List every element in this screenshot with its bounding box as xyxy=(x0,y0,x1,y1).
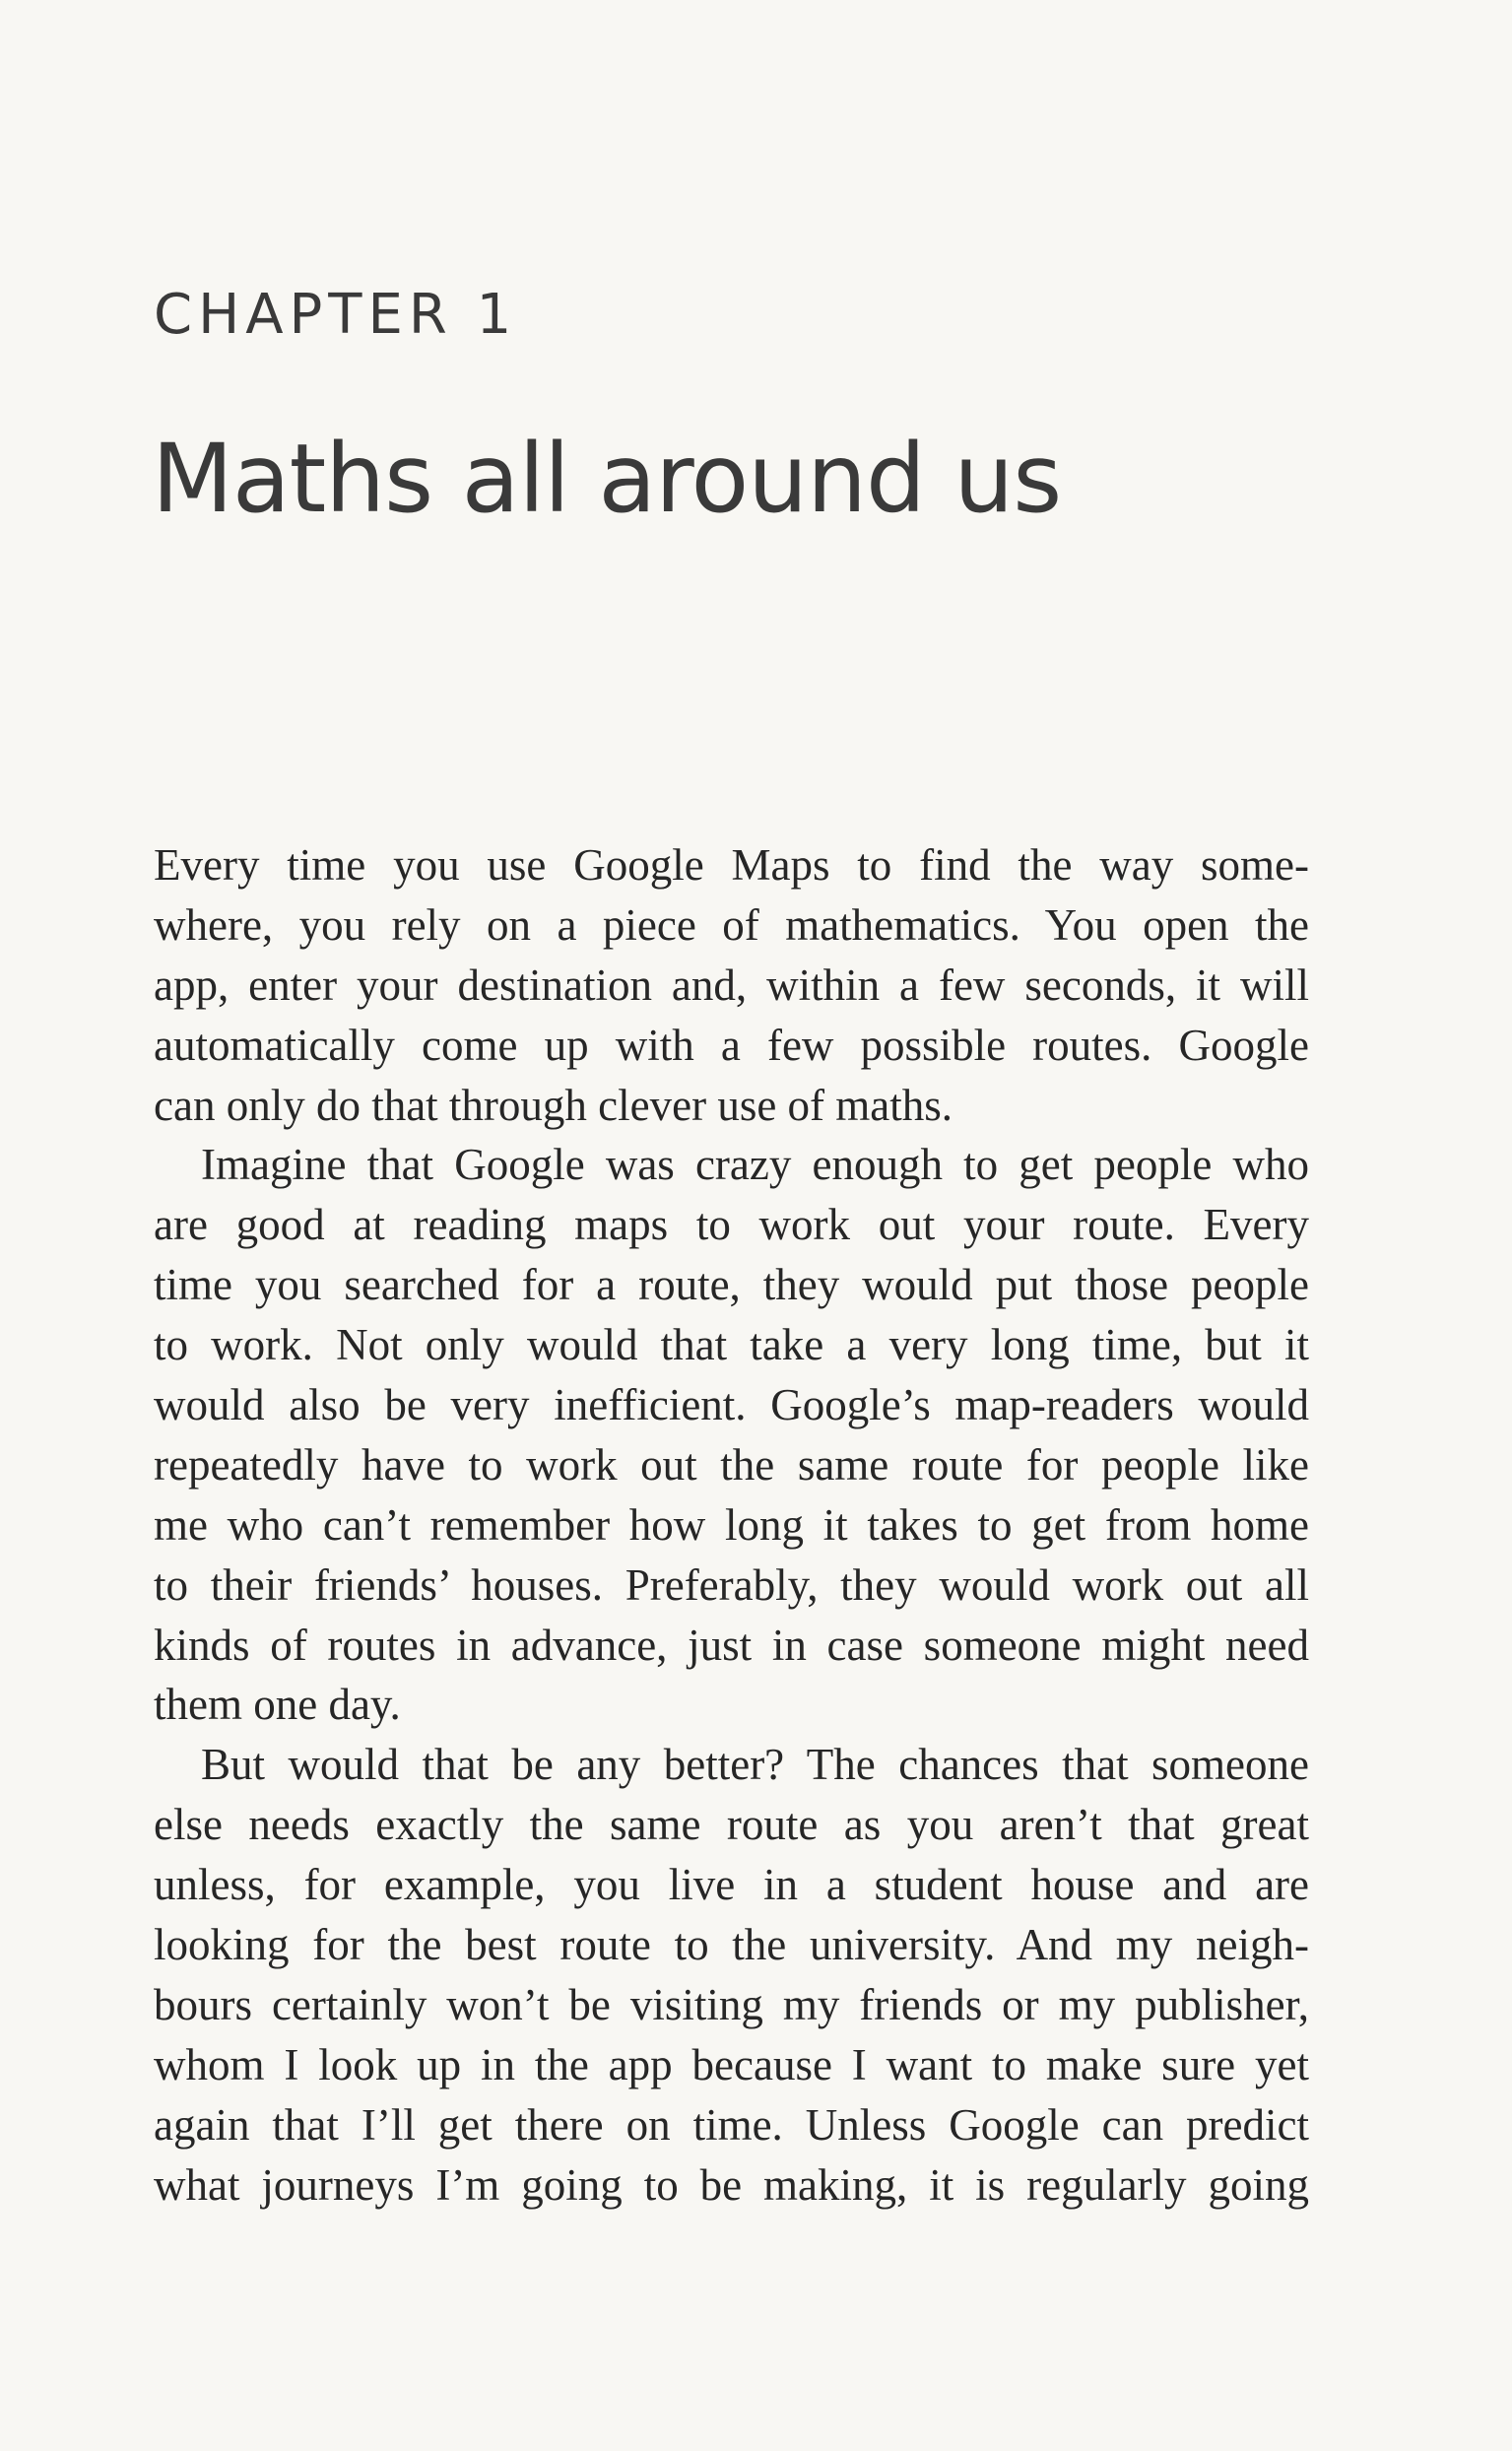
chapter-title: Maths all around us xyxy=(152,424,1062,534)
text-line: whom I look up in the app because I want to make sure yet xyxy=(154,2039,1309,2089)
text-line: would also be very inefficient. Google’s map-readers would xyxy=(154,1380,1309,1430)
text-line: app, enter your destination and, within a few seconds, it will xyxy=(154,960,1309,1010)
text-line: bours certainly won’t be visiting my friends or my publisher, xyxy=(154,1979,1309,2029)
text-line: can only do that through clever use of maths. xyxy=(154,1080,953,1130)
body-text xyxy=(154,835,1309,2215)
text-line: repeatedly have to work out the same route for people like xyxy=(154,1439,1309,1490)
text-line: where, you rely on a piece of mathematics. You open the xyxy=(154,899,1309,950)
text-line: to their friends’ houses. Preferably, they would work out all xyxy=(154,1559,1309,1610)
text-line: kinds of routes in advance, just in case someone might need xyxy=(154,1620,1309,1670)
text-line: Imagine that Google was crazy enough to get people who xyxy=(201,1140,1309,1190)
text-line: automatically come up with a few possible routes. Google xyxy=(154,1020,1309,1070)
text-line: what journeys I’m going to be making, it is regularly going xyxy=(154,2159,1309,2210)
text-line: else needs exactly the same route as you aren’t that great xyxy=(154,1800,1309,1850)
text-line: Every time you use Google Maps to find the way some- xyxy=(154,840,1309,890)
text-line: are good at reading maps to work out your route. Every xyxy=(154,1200,1309,1250)
text-line: time you searched for a route, they would put those people xyxy=(154,1260,1309,1310)
text-line: to work. Not only would that take a very long time, but it xyxy=(154,1320,1309,1370)
text-line: unless, for example, you live in a student house and are xyxy=(154,1860,1309,1910)
text-line: looking for the best route to the university. And my neigh- xyxy=(154,1920,1309,1970)
text-line: But would that be any better? The chances that someone xyxy=(201,1740,1309,1790)
text-line: again that I’ll get there on time. Unless Google can predict xyxy=(154,2099,1309,2150)
text-line: them one day. xyxy=(154,1680,401,1730)
chapter-label: CHAPTER 1 xyxy=(154,283,518,347)
text-line: me who can’t remember how long it takes to get from home xyxy=(154,1499,1309,1550)
